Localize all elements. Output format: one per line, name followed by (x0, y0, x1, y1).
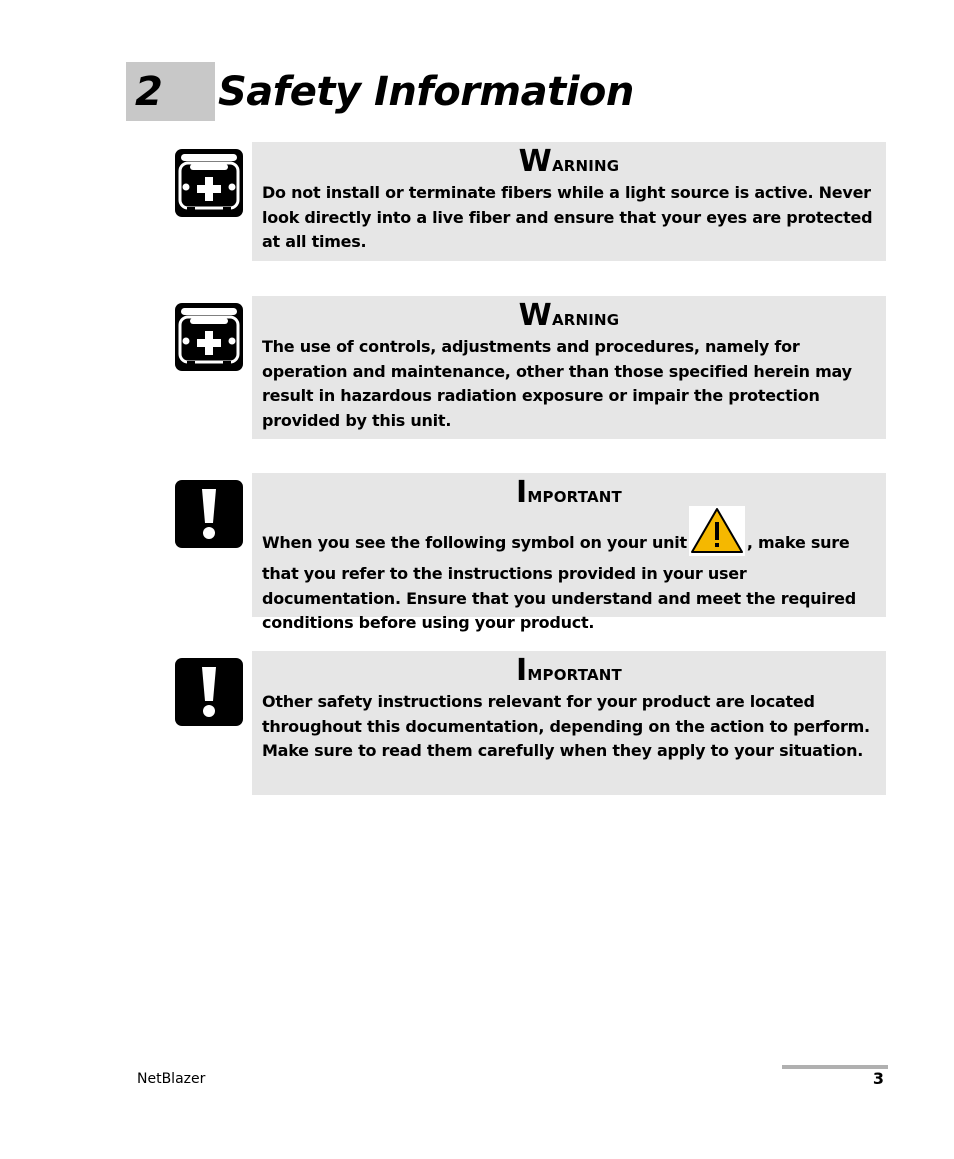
notice-heading: Warning (518, 298, 620, 333)
footer-product-name: NetBlazer (137, 1071, 206, 1087)
notice-heading: Warning (518, 144, 620, 179)
warning-box (252, 296, 886, 439)
notice-body: The use of controls, adjustments and procedures, namely for operation and maintenance, other than those specified herein may result in hazardous radiation exposure or impair the protection provided by this unit. (262, 337, 852, 430)
exclamation-icon (175, 658, 243, 726)
ambulance-icon (175, 303, 243, 371)
chapter-header (126, 62, 634, 121)
chapter-number: 2 (126, 62, 215, 121)
ambulance-icon (175, 149, 243, 217)
notice-heading: Important (516, 653, 622, 688)
notice-body: When you see the following symbol on your unit , make sure that you refer to the instructions provided in your user documentation. Ensure that you understand and meet the required conditions before using your product. (262, 512, 876, 636)
warning-triangle-icon (689, 506, 745, 556)
notice-heading: Important (516, 475, 622, 510)
notice-body: Other safety instructions relevant for your product are located throughout this documentation, depending on the action to perform. Make sure to read them carefully when they apply to your situation. (262, 692, 870, 761)
page-number: 3 (872, 1069, 884, 1088)
chapter-title: Safety Information (218, 68, 634, 115)
exclamation-icon (175, 480, 243, 548)
warning-box (252, 142, 886, 261)
important-box (252, 651, 886, 795)
notice-body: Do not install or terminate fibers while a light source is active. Never look directly into a live fiber and ensure that your eyes are protected at all times. (262, 183, 873, 252)
important-box (252, 473, 886, 633)
